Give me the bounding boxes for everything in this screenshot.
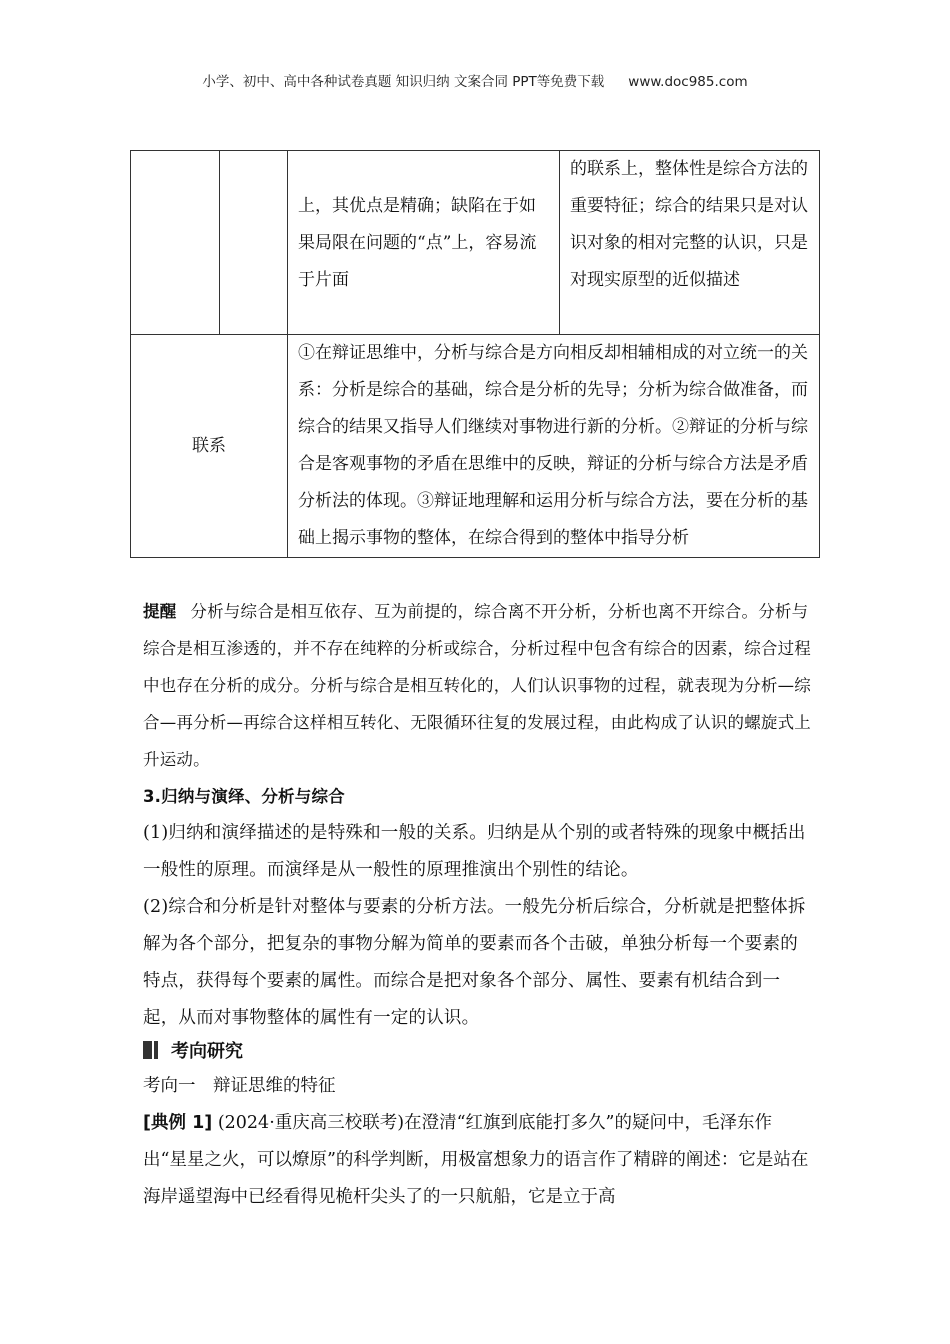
table-cell	[131, 151, 220, 335]
tip-paragraph	[143, 593, 811, 1037]
table-cell	[220, 151, 288, 335]
example-paragraph	[143, 1105, 811, 1216]
tip-text: 分析与综合是相互依存、互为前提的，综合离不开分析，分析也离不开综合。分析与综合是相互渗透的，并不存在纯粹的分析或综合，分析过程中包含有综合的因素，综合过程中也存在分析的成分。分析与综合是相互转化的，人们认识事物的过程，就表现为分析—综合—再分析—再综合这样相互转化、无限循环往复的发展过程，由此构成了认识的螺旋式上升运动。	[143, 602, 811, 769]
comparison-table	[130, 150, 820, 558]
section-paragraph-2: (2)综合和分析是针对整体与要素的分析方法。一般先分析后综合，分析就是把整体拆解为各个部分，把复杂的事物分解为简单的要素而各个击破，单独分析每一个要素的特点，获得每个要素的属性。而综合是把对象各个部分、属性、要素有机结合到一起，从而对事物整体的属性有一定的认识。	[143, 897, 806, 1028]
page-header	[0, 70, 950, 90]
research-heading-text: 考向研究	[171, 1041, 243, 1062]
table-cell-relation: ①在辩证思维中，分析与综合是方向相反却相辅相成的对立统一的关系：分析是综合的基础，综合是分析的先导；分析为综合做准备，而综合的结果又指导人们继续对事物进行新的分析。②辩证的分析与综合是客观事物的矛盾在思维中的反映，辩证的分析与综合方法是矛盾分析法的体现。③辩证地理解和运用分析与综合方法，要在分析的基础上揭示事物的整体，在综合得到的整体中指导分析	[288, 335, 820, 558]
table-cell-synthesis: 的联系上，整体性是综合方法的重要特征；综合的结果只是对认识对象的相对完整的认识，只是对现实原型的近似描述	[560, 151, 820, 335]
research-body	[143, 1068, 811, 1216]
section-marker-icon	[143, 1041, 163, 1059]
table-row	[131, 151, 820, 335]
example-label: [典例 1]	[143, 1113, 213, 1133]
table-cell-label: 联系	[131, 335, 288, 558]
example-source: (2024·重庆高三校联考)	[212, 1113, 405, 1133]
table-cell-analysis: 上，其优点是精确；缺陷在于如果局限在问题的“点”上，容易流于片面	[288, 151, 560, 335]
header-text: 小学、初中、高中各种试卷真题 知识归纳 文案合同 PPT等免费下载	[202, 74, 605, 90]
example-text: 在澄清“红旗到底能打多久”的疑问中，毛泽东作出“星星之火，可以燎原”的科学判断，用极富想象力的语言作了精辟的阐述：它是站在海岸遥望海中已经看得见桅杆尖头了的一只航船，它是立于高	[143, 1113, 809, 1207]
table-row	[131, 335, 820, 558]
section-title: 3.归纳与演绎、分析与综合	[143, 787, 345, 806]
section-paragraph-1: (1)归纳和演绎描述的是特殊和一般的关系。归纳是从个别的或者特殊的现象中概括出一般性的原理。而演绎是从一般性的原理推演出个别性的结论。	[143, 823, 806, 880]
research-subheading: 考向一 辩证思维的特征	[143, 1076, 336, 1096]
tip-label: 提醒	[143, 602, 177, 621]
research-heading	[143, 1037, 243, 1063]
header-url[interactable]: www.doc985.com	[628, 74, 748, 90]
